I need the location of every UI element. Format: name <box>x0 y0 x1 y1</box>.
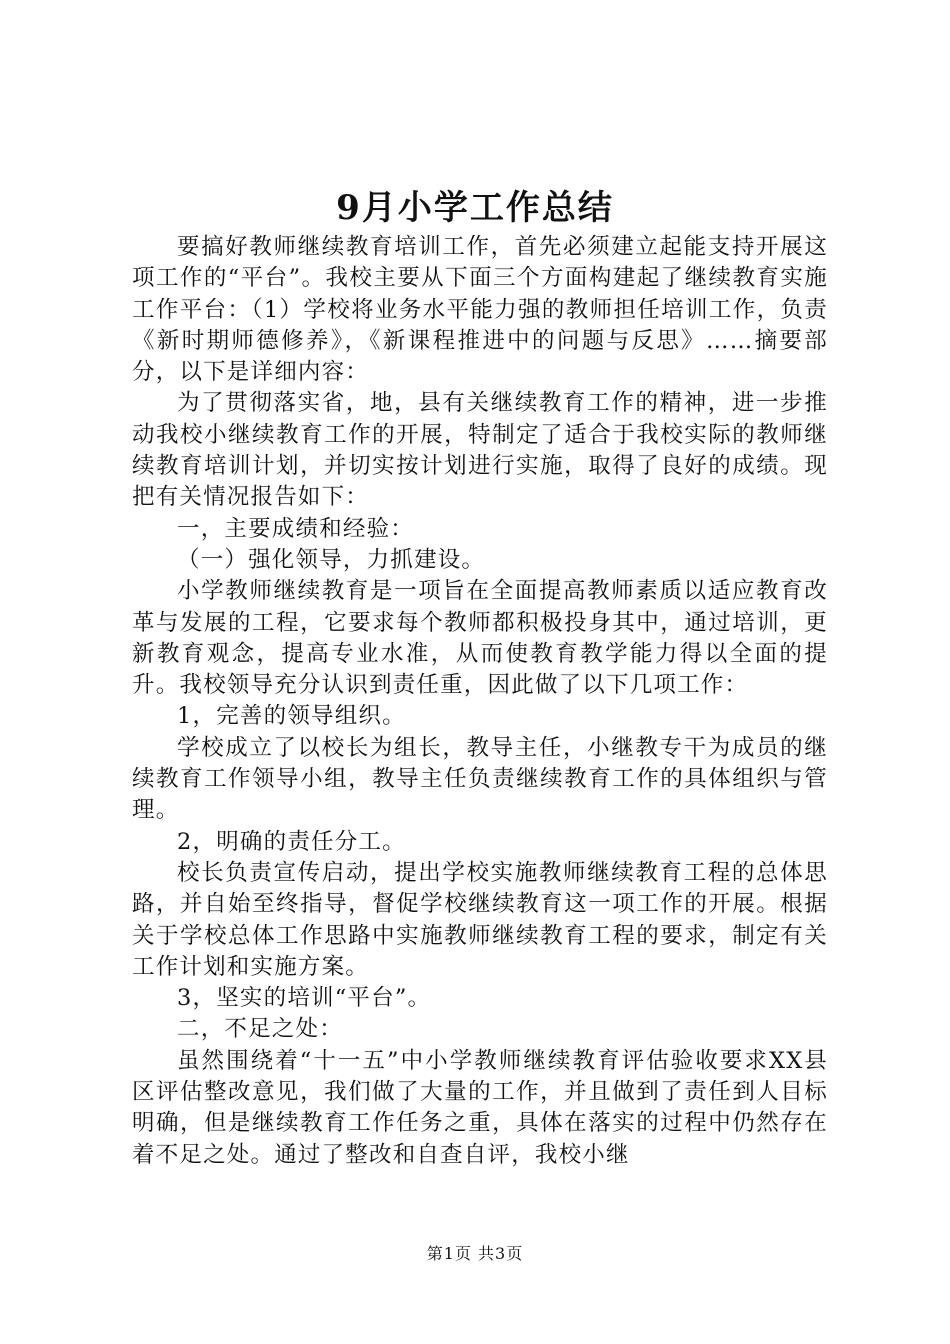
paragraph: 要搞好教师继续教育培训工作，首先必须建立起能支持开展这项工作的“平台”。我校主要从下面三个方面构建起了继续教育实施工作平台：（1）学校将业务水平能力强的教师担任培训工作，负责《新时期师德修养》，《新课程推进中的问题与反思》……摘要部分，以下是详细内容： <box>132 234 828 386</box>
section-heading: 二，不足之处： <box>177 1016 343 1043</box>
document-title: 9月小学工作总结 <box>336 188 614 228</box>
item-heading: 1，完善的领导组织。 <box>177 703 406 730</box>
subsection-heading: （一）强化领导，力抓建设。 <box>177 546 486 573</box>
section-heading: 一，主要成绩和经验： <box>177 515 415 542</box>
document-body <box>132 232 828 1171</box>
paragraph: 学校成立了以校长为组长，教导主任，小继教专干为成员的继续教育工作领导小组，教导主任负责继续教育工作的具体组织与管理。 <box>132 734 828 824</box>
paragraph: 为了贯彻落实省，地，县有关继续教育工作的精神，进一步推动我校小继续教育工作的开展，特制定了适合于我校实际的教师继续教育培训计划，并切实按计划进行实施，取得了良好的成绩。现把有关情况报告如下： <box>132 390 828 511</box>
item-heading: 2，明确的责任分工。 <box>177 828 406 855</box>
paragraph: 校长负责宣传启动，提出学校实施教师继续教育工程的总体思路，并自始至终指导，督促学校继续教育这一项工作的开展。根据关于学校总体工作思路中实施教师继续教育工程的要求，制定有关工作计划和实施方案。 <box>132 859 828 980</box>
page-footer: 第1页 共3页 <box>426 1244 524 1263</box>
paragraph: 虽然围绕着“十一五”中小学教师继续教育评估验收要求XX县区评估整改意见，我们做了大量的工作，并且做到了责任到人目标明确，但是继续教育工作任务之重，具体在落实的过程中仍然存在着不足之处。通过了整改和自查自评，我校小继 <box>132 1047 828 1168</box>
item-heading: 3，坚实的培训“平台”。 <box>177 985 432 1012</box>
paragraph: 小学教师继续教育是一项旨在全面提高教师素质以适应教育改革与发展的工程，它要求每个教师都积极投身其中，通过培训，更新教育观念，提高专业水准，从而使教育教学能力得以全面的提升。我校领导充分认识到责任重，因此做了以下几项工作： <box>132 578 828 699</box>
